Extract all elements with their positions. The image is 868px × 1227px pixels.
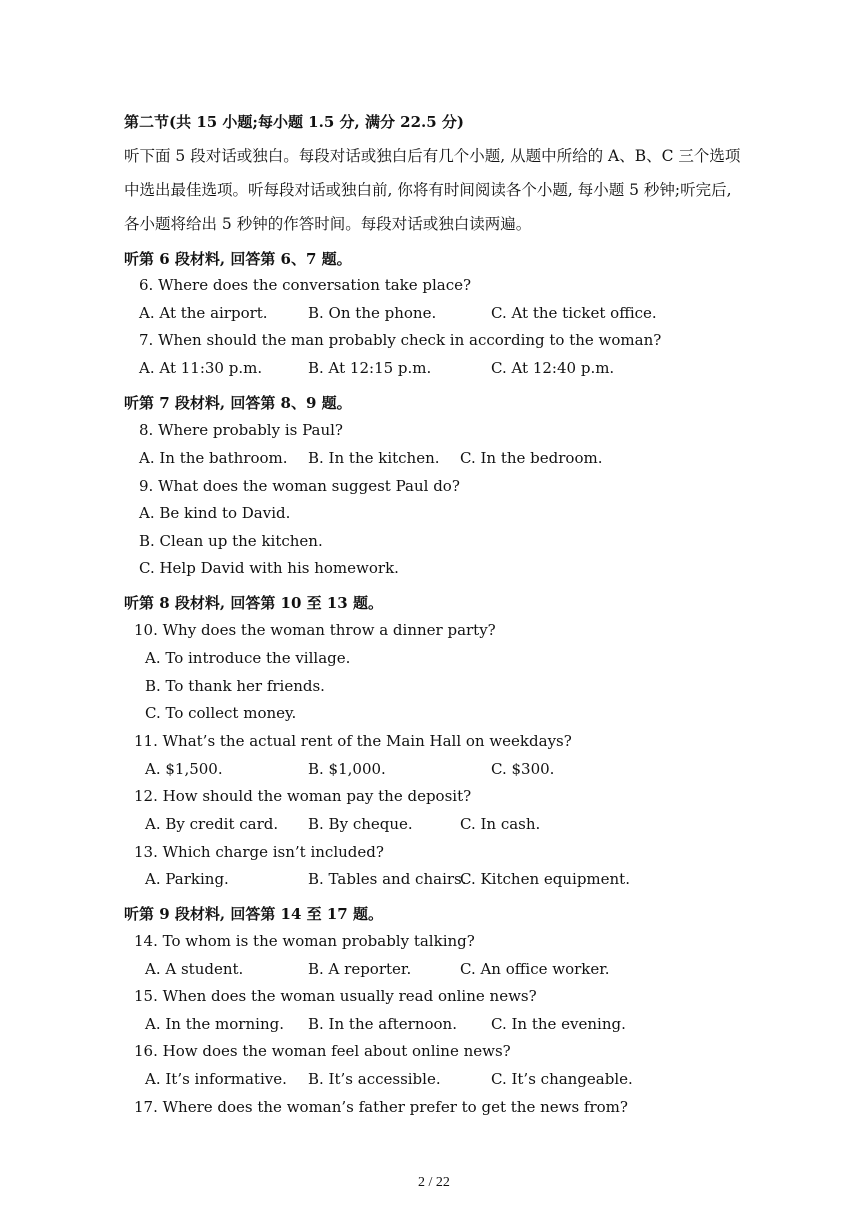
group-heading: 听第 9 段材料, 回答第 14 至 17 题。 [124,905,383,923]
option-a: A. $1,500. [145,760,223,778]
option-b: B. A reporter. [308,960,412,978]
option-c: C. At 12:40 p.m. [491,359,615,377]
option-b: B. In the kitchen. [308,449,440,467]
option-b: B. Tables and chairs. [308,870,467,888]
question-stem: 6. Where does the conversation take place? [139,276,472,294]
instruction-line: 各小题将给出 5 秒钟的作答时间。每段对话或独白读两遍。 [124,215,532,233]
option-c: C. In the bedroom. [460,449,603,467]
question-stem: 11. What’s the actual rent of the Main Hall on weekdays? [134,732,572,750]
option-c: C. In the evening. [491,1015,626,1033]
question-stem: 12. How should the woman pay the deposit? [134,787,472,805]
question-stem: 7. When should the man probably check in according to the woman? [139,331,662,349]
option-c: C. An office worker. [460,960,610,978]
group-heading: 听第 7 段材料, 回答第 8、9 题。 [124,394,352,412]
option-a: A. To introduce the village. [145,649,351,667]
option-b: B. By cheque. [308,815,413,833]
option-c: C. To collect money. [145,704,297,722]
question-stem: 8. Where probably is Paul? [139,421,343,439]
option-b: B. On the phone. [308,304,437,322]
option-b: B. It’s accessible. [308,1070,441,1088]
option-a: A. At the airport. [139,304,268,322]
option-c: C. Help David with his homework. [139,559,399,577]
option-c: C. In cash. [460,815,541,833]
option-a: A. At 11:30 p.m. [139,359,263,377]
option-b: B. Clean up the kitchen. [139,532,323,550]
option-a: A. A student. [145,960,244,978]
option-c: C. Kitchen equipment. [460,870,630,888]
option-a: A. Be kind to David. [139,504,291,522]
question-stem: 14. To whom is the woman probably talking? [134,932,475,950]
question-stem: 13. Which charge isn’t included? [134,843,384,861]
group-heading: 听第 6 段材料, 回答第 6、7 题。 [124,250,352,268]
option-a: A. It’s informative. [145,1070,287,1088]
question-stem: 9. What does the woman suggest Paul do? [139,477,460,495]
option-a: A. Parking. [145,870,229,888]
option-c: C. $300. [491,760,555,778]
question-stem: 10. Why does the woman throw a dinner party? [134,621,496,639]
option-a: A. In the bathroom. [139,449,288,467]
group-heading: 听第 8 段材料, 回答第 10 至 13 题。 [124,594,383,612]
question-stem: 15. When does the woman usually read online news? [134,987,537,1005]
question-stem: 17. Where does the woman’s father prefer to get the news from? [134,1098,628,1116]
option-a: A. In the morning. [145,1015,284,1033]
option-b: B. $1,000. [308,760,386,778]
instruction-line: 中选出最佳选项。听每段对话或独白前, 你将有时间阅读各个小题, 每小题 5 秒钟;听完后, [124,181,732,199]
option-b: B. In the afternoon. [308,1015,457,1033]
option-c: C. At the ticket office. [491,304,657,322]
option-b: B. At 12:15 p.m. [308,359,432,377]
option-a: A. By credit card. [145,815,279,833]
question-stem: 16. How does the woman feel about online news? [134,1042,511,1060]
option-b: B. To thank her friends. [145,677,325,695]
page-number: 2 / 22 [418,1175,450,1190]
section-title: 第二节(共 15 小题;每小题 1.5 分, 满分 22.5 分) [124,113,465,131]
option-c: C. It’s changeable. [491,1070,633,1088]
instruction-line: 听下面 5 段对话或独白。每段对话或独白后有几个小题, 从题中所给的 A、B、C 三个选项 [124,147,741,165]
